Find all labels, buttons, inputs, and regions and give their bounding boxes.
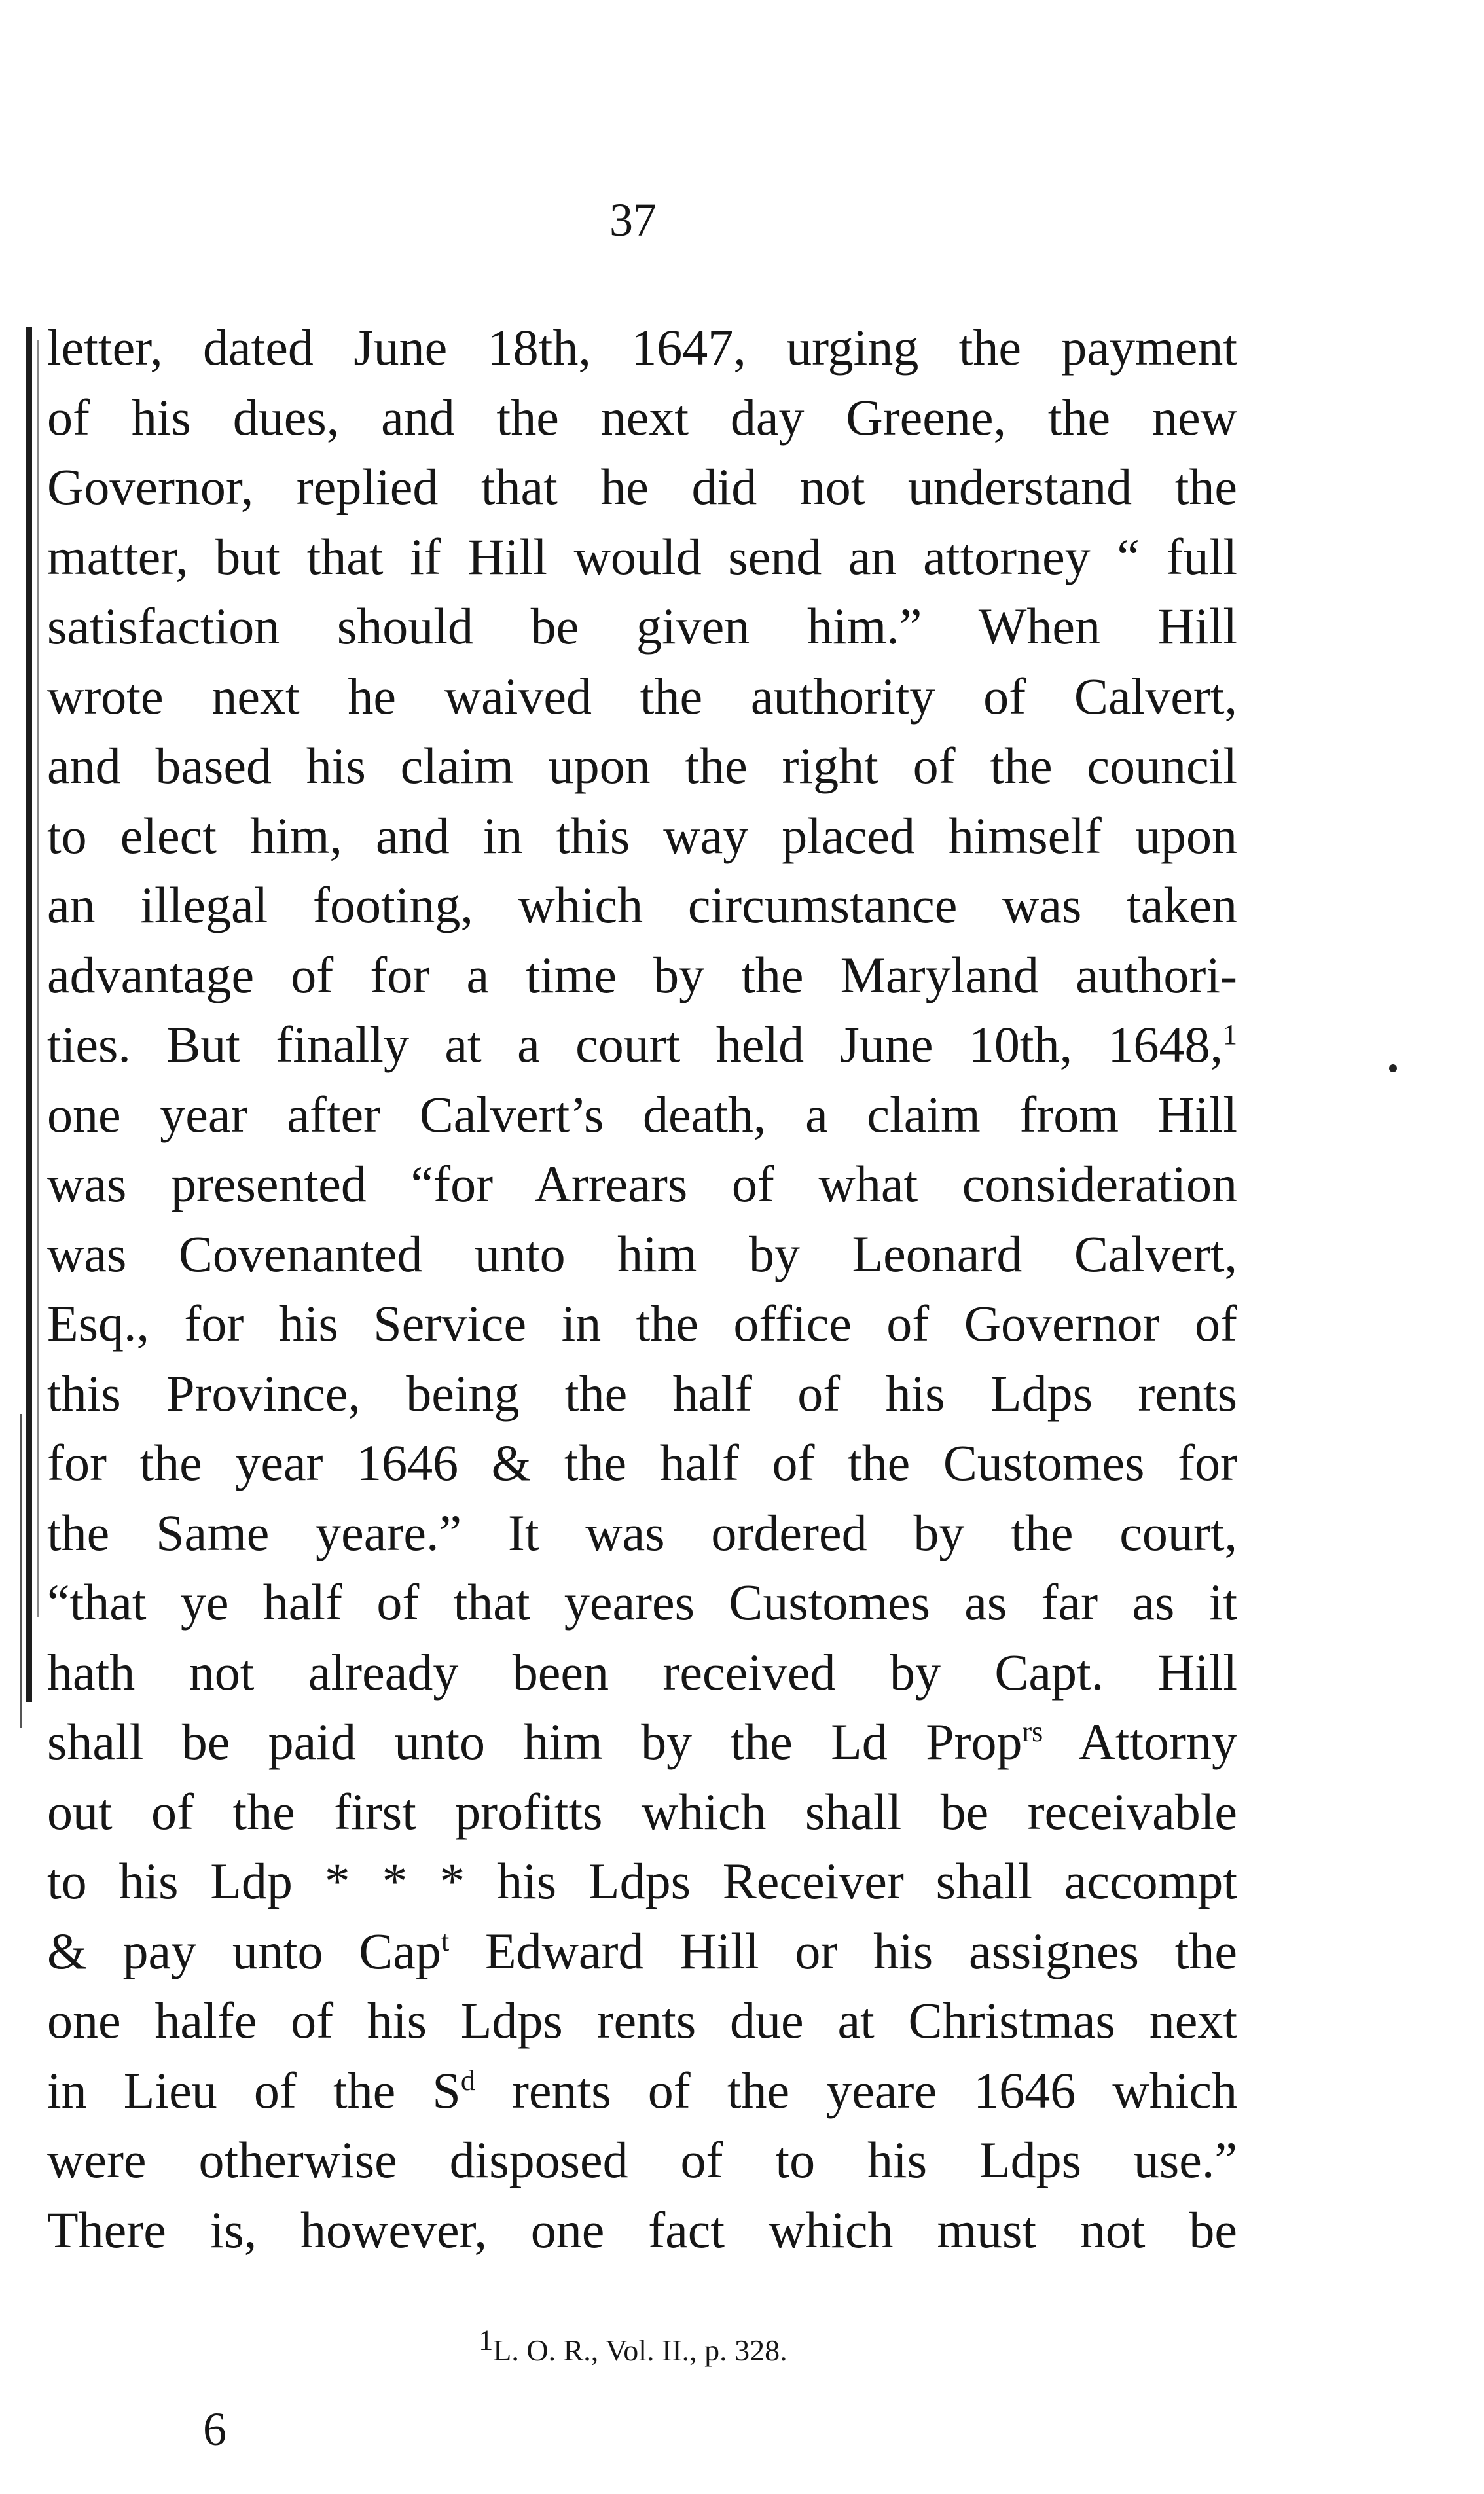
superscript: rs — [1022, 1716, 1043, 1748]
text-line — [47, 1707, 1237, 1777]
text-line — [47, 871, 1237, 941]
text-line-content: for the year 1646 & the half of the Customes for — [47, 1434, 1237, 1491]
text-line-content: wrote next he waived the authority of Calvert, — [47, 667, 1237, 725]
text-line-content: was Covenanted unto him by Leonard Calvert, — [47, 1225, 1237, 1282]
text-line-content: to his Ldp * * * his Ldps Receiver shall accompt — [47, 1852, 1237, 1909]
text-line-content: in Lieu of the S — [47, 2061, 461, 2119]
text-line-content: was presented “for Arrears of what consideration — [47, 1155, 1237, 1212]
text-line — [47, 801, 1237, 871]
text-line-continuation: Attorny — [1043, 1713, 1238, 1770]
text-line — [47, 592, 1237, 662]
text-line-content: to elect him, and in this way placed himself upon — [47, 806, 1237, 864]
text-line-content: satisfaction should be given him.” When Hill — [47, 598, 1237, 655]
text-line-content: matter, but that if Hill would send an attorney “ full — [47, 528, 1237, 585]
text-line — [47, 662, 1237, 732]
text-line — [47, 1010, 1237, 1080]
footnote-marker: 1 — [479, 2324, 494, 2357]
text-line — [47, 1498, 1237, 1568]
text-line-content: were otherwise disposed of to his Ldps use.” — [47, 2131, 1237, 2188]
superscript: d — [460, 2064, 475, 2097]
text-line — [47, 1986, 1237, 2056]
text-line — [47, 1777, 1237, 1847]
text-line-content: this Province, being the half of his Ldps rents — [47, 1364, 1237, 1422]
text-line — [47, 1359, 1237, 1429]
text-line-content: letter, dated June 18th, 1647, urging the payment — [47, 319, 1237, 376]
text-line-content: the Same yeare.” It was ordered by the court, — [47, 1504, 1237, 1561]
signature-mark: 6 — [203, 2403, 226, 2455]
footnote — [0, 2324, 1266, 2367]
text-line — [47, 522, 1237, 592]
text-line-content: Esq., for his Service in the office of Governor of — [47, 1295, 1237, 1352]
margin-bracket-line — [26, 327, 32, 1702]
text-line — [47, 941, 1237, 1011]
superscript: t — [441, 1925, 450, 1957]
text-line — [47, 452, 1237, 522]
margin-bracket-line — [37, 340, 39, 1617]
text-line — [47, 731, 1237, 801]
text-line — [47, 1847, 1237, 1917]
text-line — [47, 1568, 1237, 1638]
text-line-content: advantage of for a time by the Maryland authori- — [47, 946, 1237, 1003]
body-text — [47, 313, 1237, 2265]
text-line-content: shall be paid unto him by the Ld Prop — [47, 1713, 1023, 1770]
text-line — [47, 1080, 1237, 1150]
text-line — [47, 1917, 1237, 1987]
text-line-content: one halfe of his Ldps rents due at Christmas next — [47, 1992, 1237, 2049]
margin-bracket-line — [20, 1414, 22, 1728]
text-line-continuation: Edward Hill or his assignes the — [449, 1922, 1237, 1979]
text-line-content: and based his claim upon the right of the council — [47, 737, 1237, 794]
text-line — [47, 2056, 1237, 2126]
superscript: 1 — [1223, 1019, 1237, 1051]
text-line — [47, 1428, 1237, 1498]
page-number: 37 — [609, 194, 657, 246]
text-line — [47, 1149, 1237, 1220]
text-line — [47, 2125, 1237, 2196]
text-line — [47, 2196, 1237, 2266]
text-line — [47, 1289, 1237, 1359]
text-line-content: hath not already been received by Capt. Hill — [47, 1643, 1237, 1701]
text-line-content: There is, however, one fact which must not be — [47, 2201, 1237, 2258]
footnote-text: L. O. R., Vol. II., p. 328. — [493, 2334, 787, 2367]
text-line-content: an illegal footing, which circumstance was taken — [47, 877, 1237, 933]
margin-dot-mark — [1389, 1064, 1397, 1072]
text-line-content: “that ye half of that yeares Customes as far as it — [47, 1574, 1237, 1631]
text-line-content: one year after Calvert’s death, a claim from Hill — [47, 1085, 1237, 1143]
text-line-content: ties. But finally at a court held June 10th, 1648, — [47, 1016, 1223, 1073]
text-line-continuation: rents of the yeare 1646 which — [475, 2061, 1237, 2119]
text-line — [47, 313, 1237, 383]
text-line-content: Governor, replied that he did not understand the — [47, 458, 1237, 515]
text-line — [47, 383, 1237, 453]
text-line-content: & pay unto Cap — [47, 1922, 441, 1979]
text-line — [47, 1220, 1237, 1290]
text-line-content: out of the first profitts which shall be receivable — [47, 1782, 1237, 1840]
text-line — [47, 1638, 1237, 1708]
text-line-content: of his dues, and the next day Greene, the new — [47, 388, 1237, 446]
